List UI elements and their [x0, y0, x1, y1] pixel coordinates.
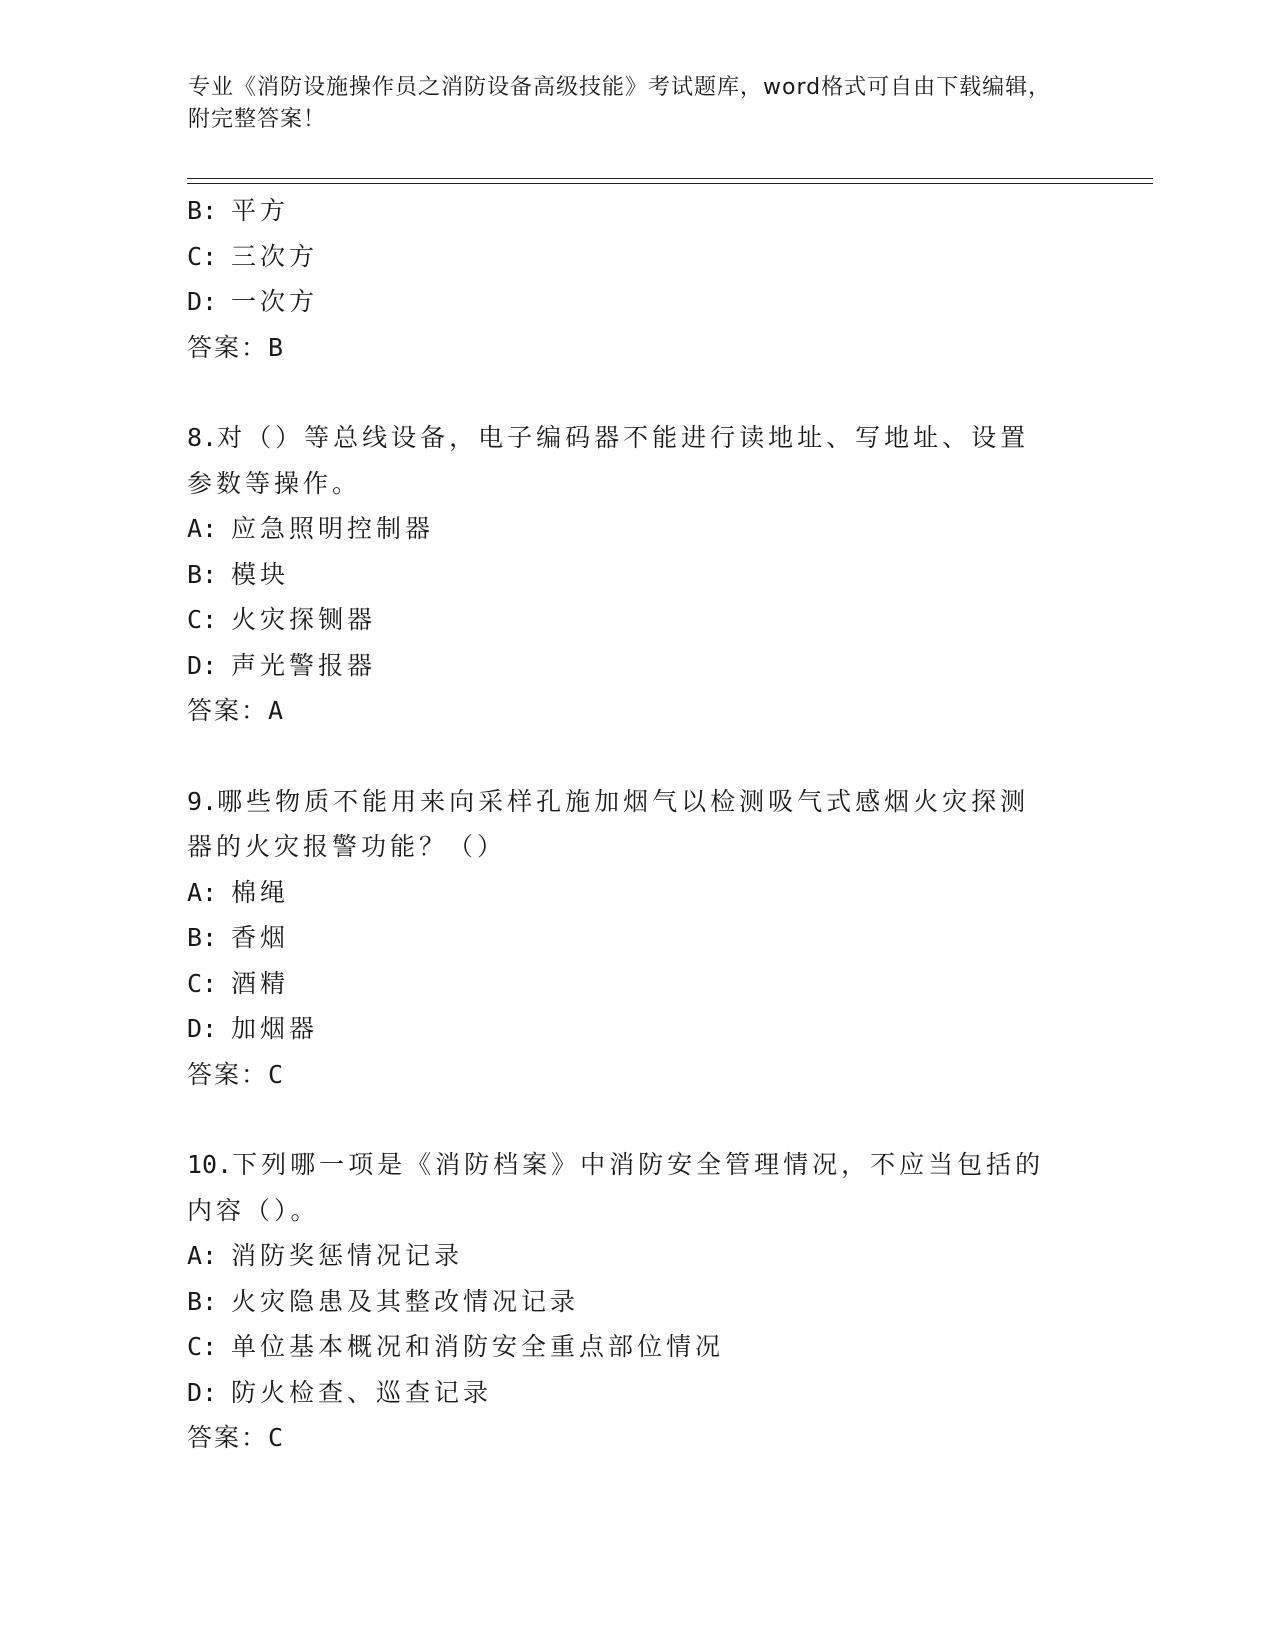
option-letter: A: — [187, 877, 218, 907]
option-text: 一次方 — [231, 287, 319, 316]
option-a — [187, 506, 1087, 552]
option-text: 香烟 — [231, 923, 290, 952]
answer-label: 答案： — [187, 1423, 269, 1452]
option-d — [187, 1370, 1087, 1416]
answer-label: 答案： — [187, 1059, 269, 1089]
option-letter: D: — [187, 287, 218, 316]
spacer — [187, 1097, 1087, 1142]
answer-label: 答案： — [187, 696, 269, 725]
option-letter: B: — [187, 196, 218, 225]
answer-value: B — [268, 332, 286, 362]
answer-label: 答案： — [187, 332, 269, 362]
option-letter: C: — [187, 605, 218, 634]
option-text: 三次方 — [231, 241, 319, 271]
option-c — [187, 1324, 1087, 1370]
option-text: 模块 — [231, 559, 290, 589]
option-b — [187, 188, 1087, 234]
question-block — [187, 779, 1087, 1098]
option-letter: B: — [187, 1286, 218, 1316]
option-letter: B: — [187, 923, 218, 952]
option-letter: D: — [187, 1377, 218, 1407]
option-d — [187, 643, 1087, 689]
option-letter: D: — [187, 1014, 218, 1043]
option-text: 加烟器 — [231, 1014, 319, 1043]
option-text: 应急照明控制器 — [231, 514, 435, 543]
option-letter: C: — [187, 968, 218, 998]
option-d — [187, 279, 1087, 325]
option-text: 火灾隐患及其整改情况记录 — [231, 1286, 580, 1316]
option-text: 酒精 — [231, 968, 290, 998]
question-block — [187, 415, 1087, 734]
option-b — [187, 915, 1087, 961]
answer-line — [187, 1052, 1087, 1098]
question-stem: 对（）等总线设备，电子编码器不能进行读地址、写地址、设置参数等操作。 — [187, 423, 1030, 498]
spacer — [187, 370, 1087, 415]
option-letter: A: — [187, 1241, 218, 1270]
question-stem: 下列哪一项是《消防档案》中消防安全管理情况，不应当包括的内容（）。 — [187, 1150, 1045, 1225]
question-text — [187, 1142, 1057, 1233]
question-text — [187, 415, 1057, 506]
option-d — [187, 1006, 1087, 1052]
answer-value: A — [268, 696, 286, 725]
option-a — [187, 870, 1087, 916]
option-text: 单位基本概况和消防安全重点部位情况 — [231, 1332, 725, 1361]
spacer — [187, 734, 1087, 779]
answer-value: C — [268, 1059, 286, 1089]
header-rule-top — [187, 178, 1153, 179]
option-c — [187, 234, 1087, 280]
option-letter: D: — [187, 650, 218, 680]
option-letter: A: — [187, 514, 218, 543]
question-block — [187, 1142, 1087, 1461]
prev-question-block — [187, 188, 1087, 370]
question-list — [187, 188, 1087, 1461]
option-text: 火灾探铡器 — [231, 605, 377, 634]
answer-line — [187, 688, 1087, 734]
answer-line — [187, 1415, 1087, 1461]
option-text: 声光警报器 — [231, 650, 377, 680]
option-c — [187, 961, 1087, 1007]
question-number: 10. — [187, 1150, 233, 1179]
option-text: 平方 — [231, 196, 290, 225]
option-b — [187, 1279, 1087, 1325]
option-letter: C: — [187, 241, 218, 271]
answer-line — [187, 325, 1087, 371]
option-text: 消防奖惩情况记录 — [231, 1241, 464, 1270]
option-b — [187, 552, 1087, 598]
question-text — [187, 779, 1057, 870]
document-header: 专业《消防设施操作员之消防设备高级技能》考试题库，word格式可自由下载编辑，附完整答案！ — [188, 75, 1052, 132]
option-letter: B: — [187, 559, 218, 589]
option-letter: C: — [187, 1332, 218, 1361]
option-c — [187, 597, 1087, 643]
answer-value: C — [268, 1423, 286, 1452]
option-a — [187, 1233, 1087, 1279]
question-number: 8. — [187, 423, 218, 452]
header-rule-bottom — [187, 183, 1153, 184]
option-text: 棉绳 — [231, 877, 290, 907]
question-number: 9. — [187, 786, 218, 816]
option-text: 防火检查、巡查记录 — [231, 1377, 493, 1407]
question-stem: 哪些物质不能用来向采样孔施加烟气以检测吸气式感烟火灾探测器的火灾报警功能？（） — [187, 786, 1030, 861]
